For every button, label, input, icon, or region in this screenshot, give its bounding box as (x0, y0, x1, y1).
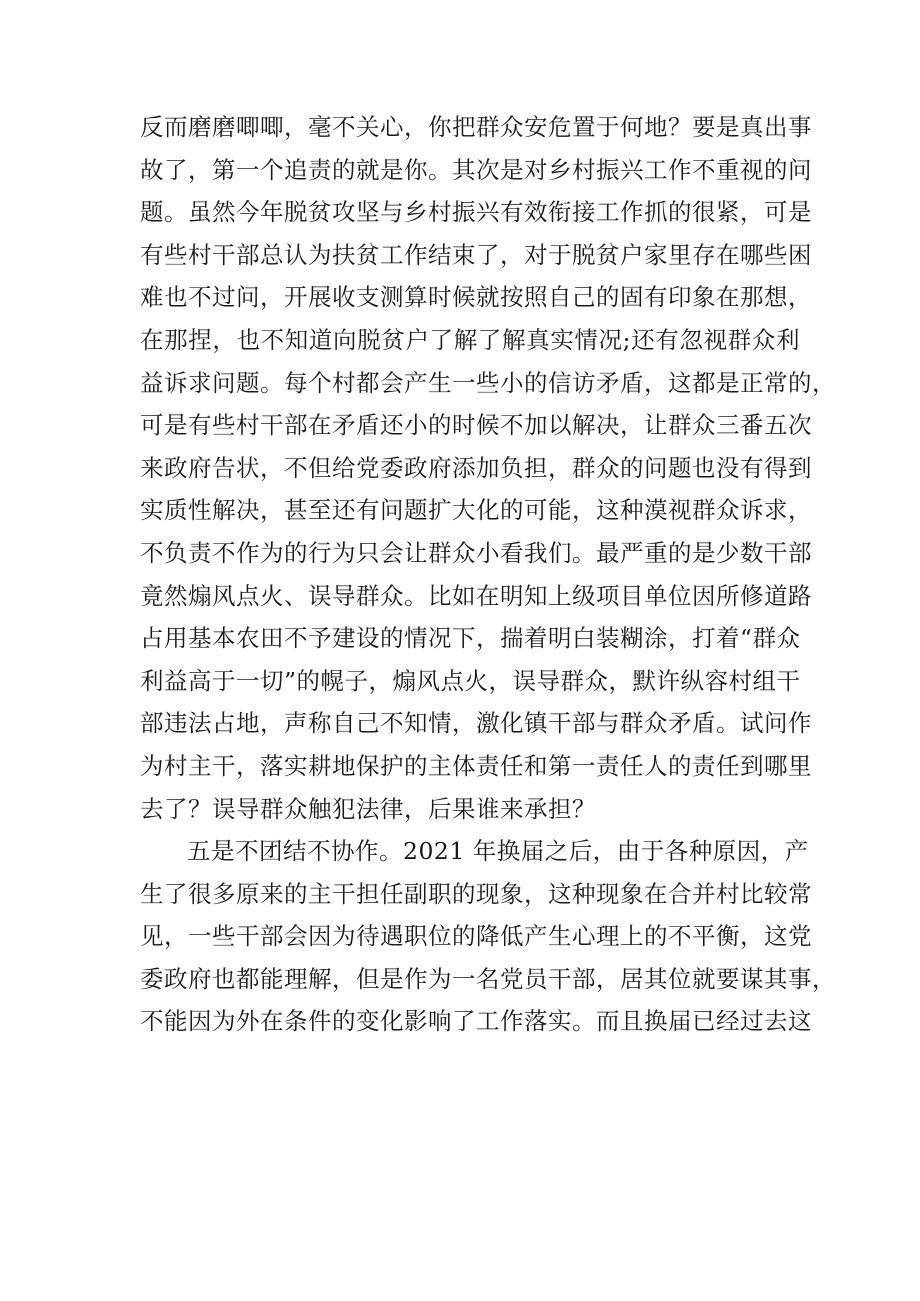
text-line: 难也不过问，开展收支测算时候就按照自己的固有印象在那想， (140, 283, 812, 312)
text-line: 委政府也都能理解，但是作为一名党员干部，居其位就要谋其事， (140, 964, 836, 993)
text-line: 生了很多原来的主干担任副职的现象，这种现象在合并村比较常 (140, 879, 812, 908)
text-line-indented: 五是不团结不协作。2021 年换届之后，由于各种原因，产 (187, 837, 809, 866)
text-line: 题。虽然今年脱贫攻坚与乡村振兴有效衔接工作抓的很紧，可是 (140, 198, 812, 227)
text-line: 不能因为外在条件的变化影响了工作落实。而且换届已经过去这 (140, 1007, 812, 1036)
text-line-last: 去了？误导群众触犯法律，后果谁来承担？ (140, 794, 596, 823)
text-line: 在那捏，也不知道向脱贫户了解了解真实情况;还有忽视群众利 (140, 325, 800, 354)
text-line: 利益高于一切”的幌子，煽风点火，误导群众，默许纵容村组干 (140, 666, 801, 695)
paragraph-2 (140, 830, 836, 1043)
text-line: 可是有些村干部在矛盾还小的时候不加以解决，让群众三番五次 (140, 411, 812, 440)
document-body (140, 106, 836, 1043)
text-line: 为村主干，落实耕地保护的主体责任和第一责任人的责任到哪里 (140, 751, 812, 780)
text-line: 见，一些干部会因为待遇职位的降低产生心理上的不平衡，这党 (140, 922, 812, 951)
text-line: 益诉求问题。每个村都会产生一些小的信访矛盾，这都是正常的， (140, 368, 836, 397)
text-line: 实质性解决，甚至还有问题扩大化的可能，这种漠视群众诉求， (140, 496, 812, 525)
text-line: 不负责不作为的行为只会让群众小看我们。最严重的是少数干部 (140, 538, 812, 567)
text-line: 有些村干部总认为扶贫工作结束了，对于脱贫户家里存在哪些困 (140, 240, 812, 269)
text-line: 竟然煽风点火、误导群众。比如在明知上级项目单位因所修道路 (140, 581, 812, 610)
paragraph-1 (140, 106, 836, 830)
text-line: 反而磨磨唧唧，毫不关心，你把群众安危置于何地？要是真出事 (140, 113, 812, 141)
text-line: 占用基本农田不予建设的情况下，揣着明白装糊涂，打着“群众 (140, 624, 801, 653)
text-line: 故了，第一个追责的就是你。其次是对乡村振兴工作不重视的问 (140, 155, 812, 184)
text-line: 部违法占地，声称自己不知情，激化镇干部与群众矛盾。试问作 (140, 709, 812, 738)
text-line: 来政府告状，不但给党委政府添加负担，群众的问题也没有得到 (140, 453, 812, 482)
